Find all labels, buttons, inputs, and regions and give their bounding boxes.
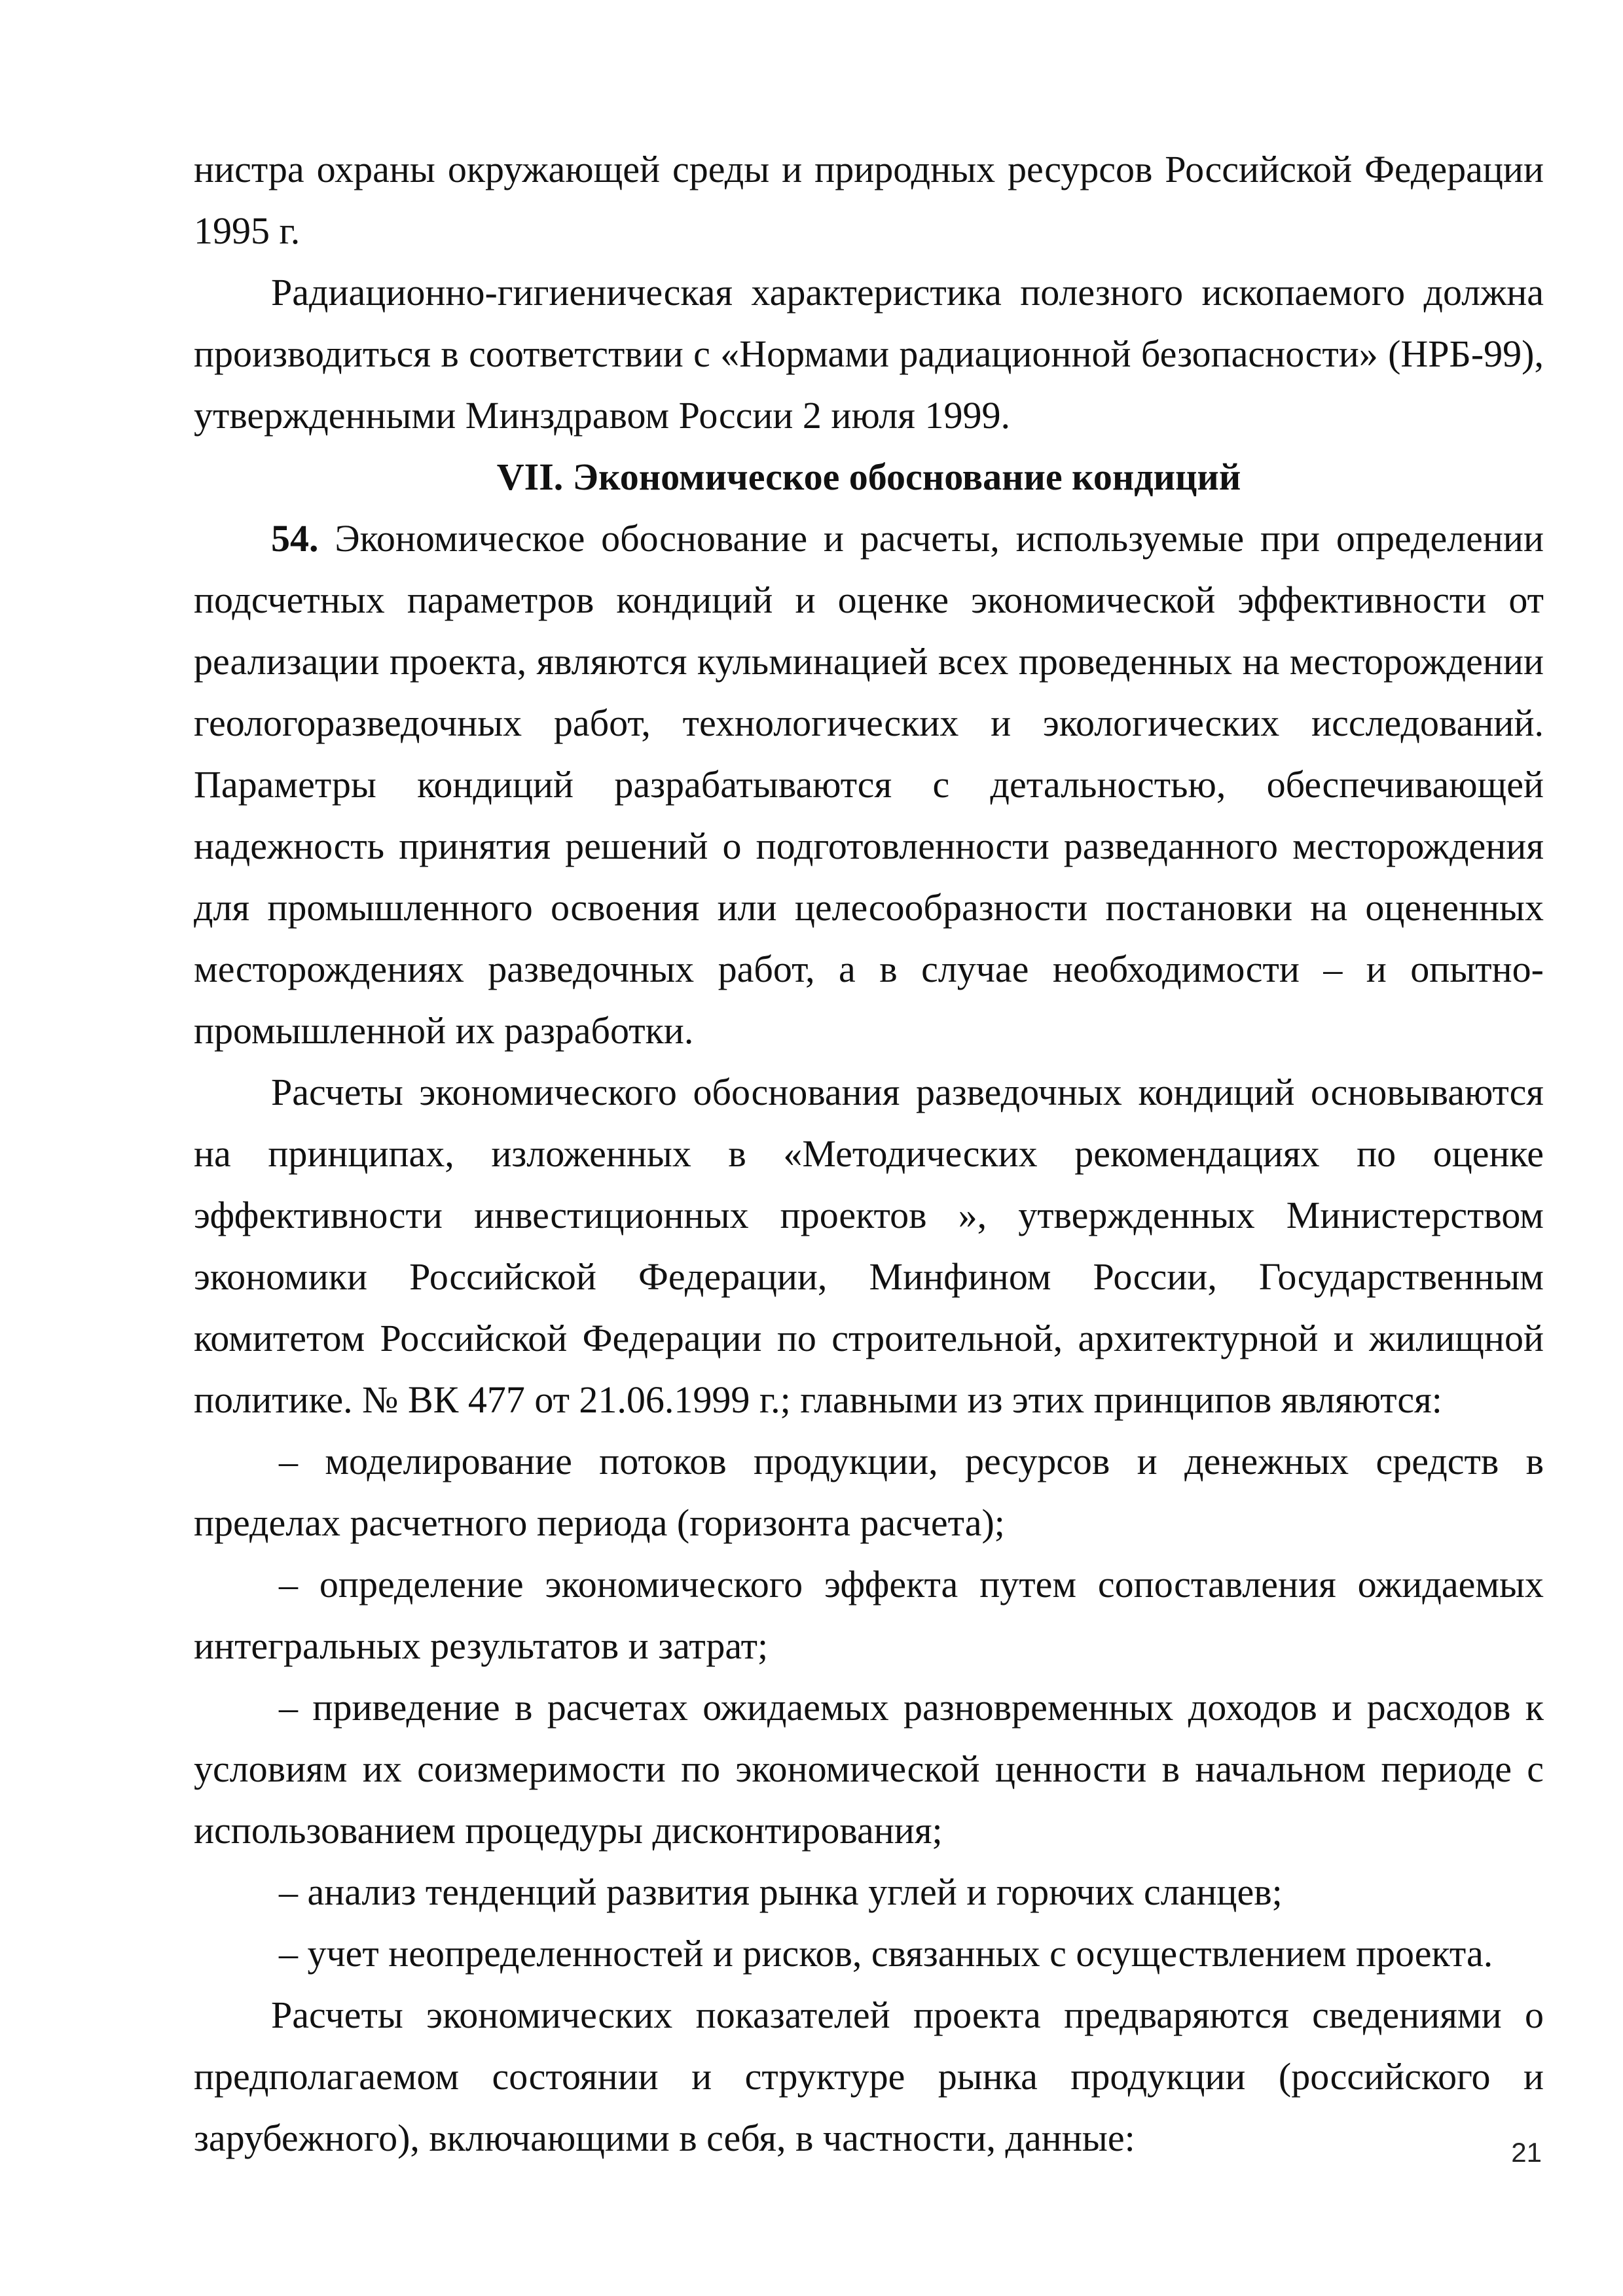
bullet-item: – приведение в расчетах ожидаемых разновременных доходов и расходов к условиям их соизмеримости по экономической ценности в начальном периоде с использованием процедуры дисконтирования; (194, 1686, 1544, 1852)
bullet-item: – определение экономического эффекта путем сопоставления ожидаемых интегральных результатов и затрат; (194, 1563, 1544, 1667)
bullet-item: – учет неопределенностей и рисков, связанных с осуществлением проекта. (279, 1932, 1493, 1975)
page-number: 21 (1511, 2137, 1542, 2168)
bullet-item: – моделирование потоков продукции, ресурсов и денежных средств в пределах расчетного периода (горизонта расчета); (194, 1440, 1544, 1544)
paragraph-number: 54. (271, 517, 319, 560)
paragraph-54-text: Экономическое обоснование и расчеты, используемые при определении подсчетных параметров кондиций и оценке экономической эффективности от реализации проекта, являются кульминацией всех проведенных на месторождении геологоразведочных работ, технологических и экологических исследований. Параметры кондиций разрабатываются с детальностью, обеспечивающей надежность принятия решений о подготовленности разведанного месторождения для промышленного освоения или целесообразности постановки на оцененных месторождениях разведочных работ, а в случае необходимости – и опытно-промышленной их разработки. (194, 517, 1544, 1052)
paragraph-continuation: нистра охраны окружающей среды и природных ресурсов Российской Федерации 1995 г. (194, 148, 1544, 252)
bullet-item: – анализ тенденций развития рынка углей и горючих сланцев; (279, 1871, 1283, 1913)
paragraph-closing: Расчеты экономических показателей проекта предваряются сведениями о предполагаемом состоянии и структуре рынка продукции (российского и зарубежного), включающими в себя, в частности, данные: (194, 1994, 1544, 2159)
paragraph-radiation: Радиационно-гигиеническая характеристика полезного ископаемого должна производиться в соответствии с «Нормами радиационной безопасности» (НРБ-99), утвержденными Минздравом России 2 июля 1999. (194, 271, 1544, 437)
section-heading: VII. Экономическое обоснование кондиций (496, 456, 1241, 498)
document-body (194, 139, 1544, 2169)
paragraph-54 (194, 508, 1544, 1062)
paragraph-principles: Расчеты экономического обоснования разведочных кондиций основываются на принципах, изложенных в «Методических рекомендациях по оценке эффективности инвестиционных проектов », утвержденных Министерством экономики Российской Федерации, Минфином России, Государственным комитетом Российской Федерации по строительной, архитектурной и жилищной политике. № ВК 477 от 21.06.1999 г.; главными из этих принципов являются: (194, 1071, 1544, 1421)
